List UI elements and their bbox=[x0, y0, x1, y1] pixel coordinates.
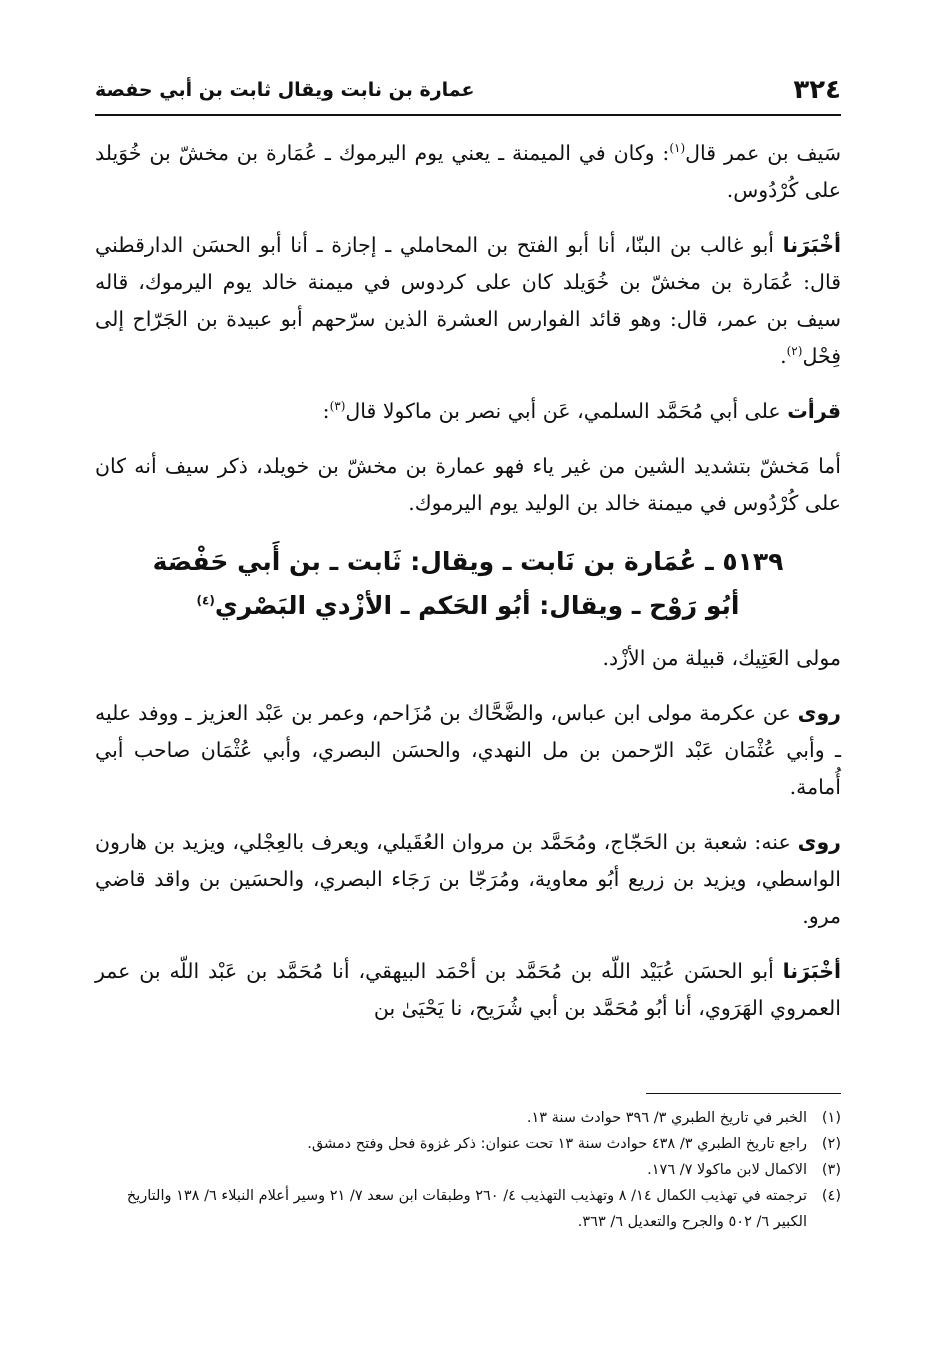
paragraph bbox=[95, 640, 841, 677]
paragraph-text: أما مَخشّ بتشديد الشين من غير ياء فهو عمارة بن مخشّ بن خويلد، ذكر سيف أنه كان على كُرْدُوس في ميمنة خالد بن الوليد يوم اليرموك. bbox=[95, 454, 841, 515]
paragraph bbox=[95, 824, 841, 935]
footnote bbox=[95, 1157, 841, 1183]
paragraph-lead: أخْبَرَنا bbox=[782, 959, 841, 983]
paragraph-text: عنه: شعبة بن الحَجّاج، ومُحَمَّد بن مروان العُقَيلي، ويعرف بالعِجْلي، ويزيد بن هارون الواسطي، ويزيد بن زريع أبُو معاوية، ومُرَجّا بن رَجَاء البصري، والحسَين بن واقد قاضي مرو. bbox=[95, 830, 841, 928]
entry-heading-line-1: ٥١٣٩ ـ عُمَارة بن نَابت ـ ويقال: ثَابت ـ بن أَبي حَفْصَة bbox=[152, 547, 784, 576]
paragraph-text: أبو غالب بن البنّا، أنا أبو الفتح بن المحاملي ـ إجازة ـ أنا أبو الحسَن الدارقطني قال: عُمَارة بن مخشّ بن خُوَيلد كان على كردوس في ميمنة خالد يوم اليرموك، قاله سيف بن عمر، قال: وهو قائد الفوارس العشرة الذين سرّحهم أبو عبيدة بن الجَرّاح إلى فِحْل bbox=[95, 233, 841, 368]
entry-heading-line-2 bbox=[95, 584, 841, 628]
paragraph-lead: أخْبَرَنا bbox=[782, 233, 841, 257]
paragraph bbox=[95, 135, 841, 209]
paragraph-text: مولى العَتِيك، قبيلة من الأزْد. bbox=[602, 646, 841, 670]
paragraph-tail: . bbox=[780, 344, 787, 368]
paragraph-tail: : وكان في الميمنة ـ يعني يوم اليرموك ـ عُمَارة بن مخشّ بن خُوَيلد على كُرْدُوس. bbox=[95, 141, 841, 202]
entry-heading bbox=[95, 540, 841, 628]
page-header bbox=[95, 72, 841, 108]
footnote-ref: (٤) bbox=[196, 593, 215, 608]
footnote-number: (٣) bbox=[821, 1162, 841, 1178]
paragraph-tail: : bbox=[322, 399, 330, 423]
footnote-number: (٤) bbox=[821, 1188, 841, 1204]
footnote-text: ترجمته في تهذيب الكمال ١٤/ ٨ وتهذيب التهذيب ٤/ ٢٦٠ وطبقات ابن سعد ٧/ ٢١ وسير أعلام النبلاء ٦/ ١٣٨ والتاريخ الكبير ٦/ ٥٠٢ والجرح والتعديل ٦/ ٣٦٣. bbox=[126, 1188, 807, 1230]
paragraph-lead: روى bbox=[797, 830, 841, 854]
running-title: عمارة بن نابت ويقال ثابت بن أبي حفصة bbox=[95, 79, 475, 101]
footnote-text: راجع تاريخ الطبري ٣/ ٤٣٨ حوادث سنة ١٣ تحت عنوان: ذكر غزوة فحل وفتح دمشق. bbox=[307, 1136, 807, 1152]
header-rule bbox=[95, 114, 841, 116]
footnote bbox=[95, 1183, 841, 1235]
entry-heading-line-2-text: أبُو رَوْح ـ ويقال: أبُو الحَكم ـ الأزْدي البَصْري bbox=[214, 591, 740, 620]
paragraph bbox=[95, 695, 841, 806]
footnote-number: (٢) bbox=[821, 1136, 841, 1152]
paragraph-text: أبو الحسَن عُبَيْد اللّه بن مُحَمَّد بن أحْمَد البيهقي، أنا مُحَمَّد بن عَبْد اللّه بن عمر العمروي الهَرَوي، أنا أبُو مُحَمَّد بن أبي شُرَيح، نا يَحْيَىٰ بن bbox=[95, 959, 841, 1020]
main-text bbox=[95, 135, 841, 1045]
footnote-ref: (١) bbox=[669, 141, 686, 156]
footnote-ref: (٣) bbox=[329, 399, 346, 414]
footnote bbox=[95, 1131, 841, 1157]
page-number: ٣٢٤ bbox=[793, 75, 841, 105]
footnote-rule bbox=[646, 1093, 841, 1094]
paragraph-lead: روى bbox=[797, 701, 841, 725]
paragraph bbox=[95, 448, 841, 522]
paragraph-lead: قرأت bbox=[787, 399, 841, 423]
paragraph bbox=[95, 227, 841, 375]
footnote-text: الخبر في تاريخ الطبري ٣/ ٣٩٦ حوادث سنة ١٣. bbox=[526, 1110, 807, 1126]
footnote bbox=[95, 1105, 841, 1131]
footnote-text: الاكمال لابن ماكولا ٧/ ١٧٦. bbox=[647, 1162, 807, 1178]
footnotes bbox=[95, 1105, 841, 1235]
footnote-ref: (٢) bbox=[786, 344, 803, 359]
footnote-number: (١) bbox=[821, 1110, 841, 1126]
paragraph bbox=[95, 953, 841, 1027]
paragraph-text: على أبي مُحَمَّد السلمي، عَن أبي نصر بن ماكولا قال bbox=[345, 399, 788, 423]
paragraph bbox=[95, 393, 841, 430]
paragraph-text: سَيف بن عمر قال bbox=[685, 141, 842, 165]
paragraph-text: عن عكرمة مولى ابن عباس، والضَّحَّاك بن مُزَاحم، وعمر بن عَبْد العزيز ـ ووفد عليه ـ وأبي عُثْمَان عَبْد الرّحمن بن مل النهدي، والحسَن البصري، وأبي عُثْمَان صاحب أبي أُمامة. bbox=[95, 701, 841, 799]
